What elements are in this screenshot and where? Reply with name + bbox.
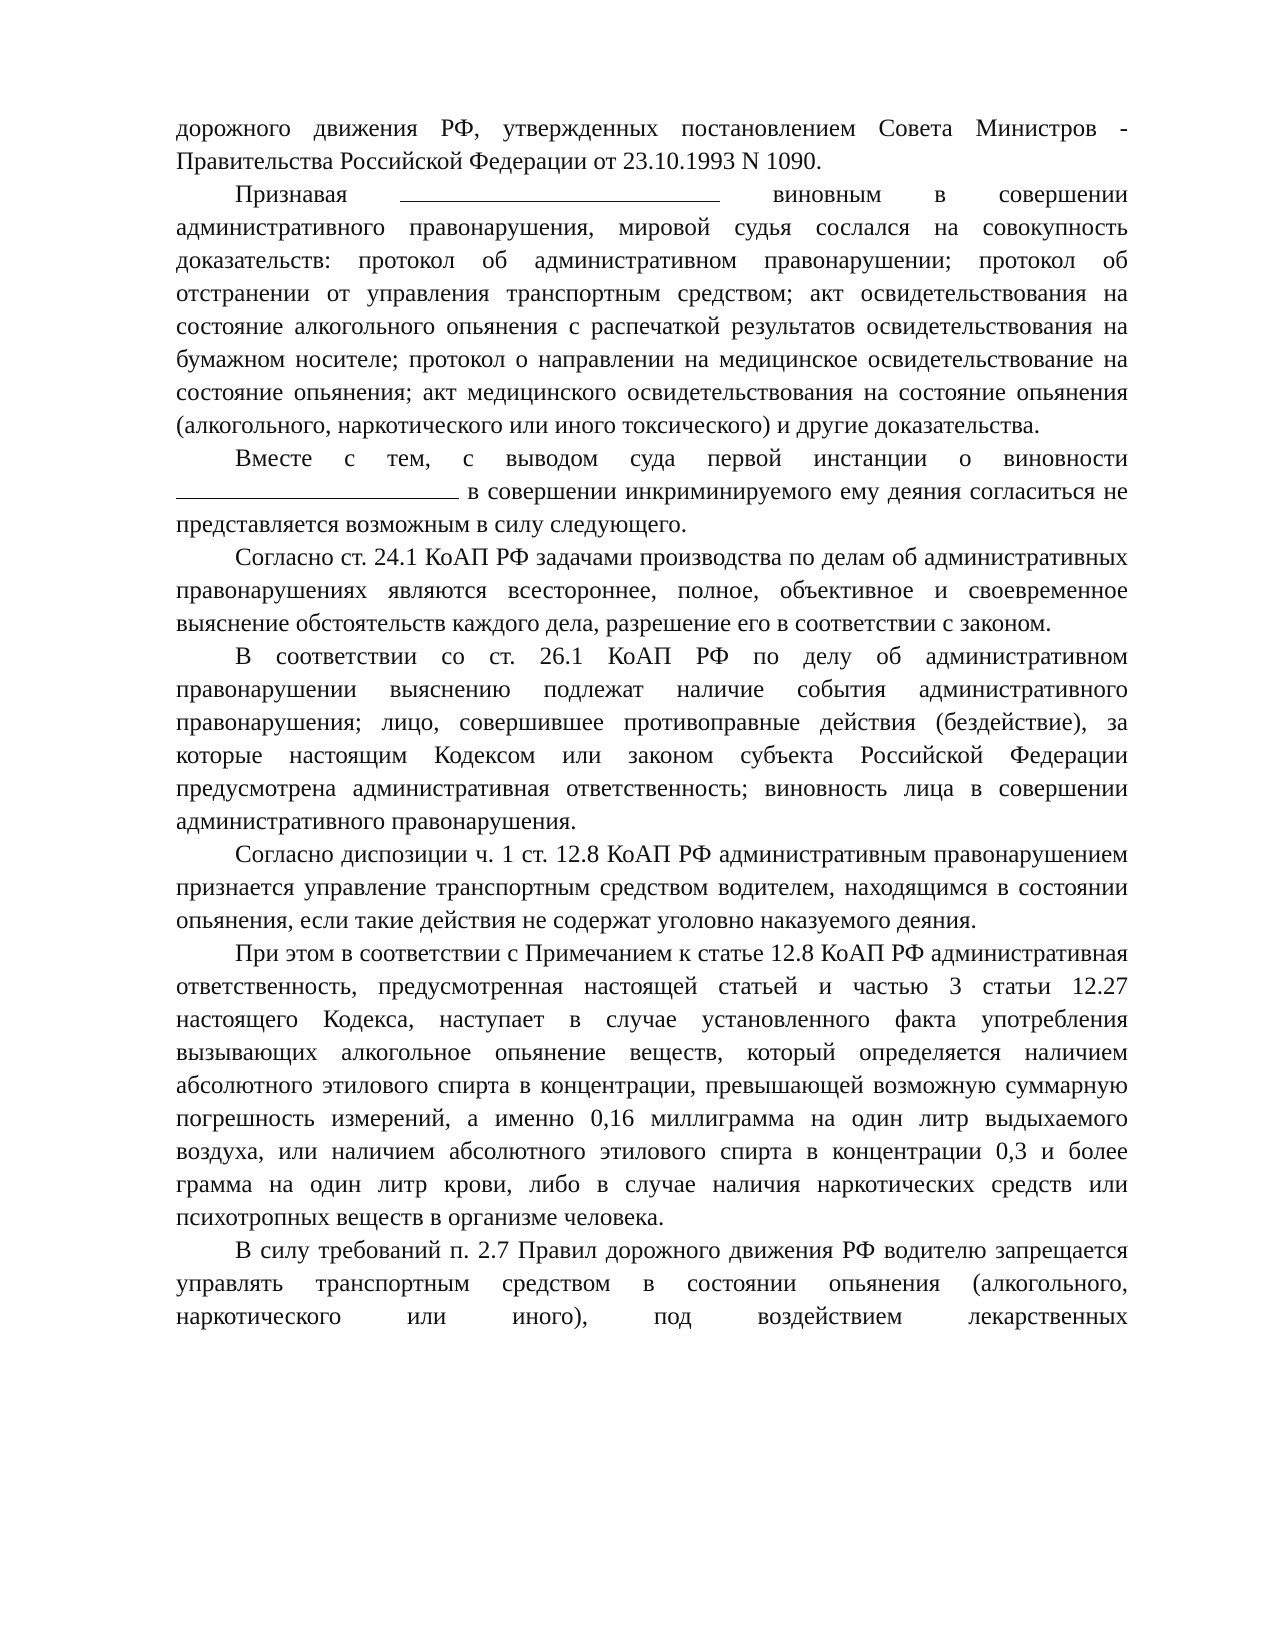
paragraph-1: дорожного движения РФ, утвержденных постановлением Совета Министров - Правительства Российской Федерации от 23.10.1993 N 1090.: [176, 115, 1128, 175]
paragraph-2-cont: административного правонарушения, мировой судья сослался на совокупность доказательств: протокол об административном правонарушении; протокол об отстранении от управления транспортным средством; акт освидетельствования на состояние алкогольного опьянения с распечаткой результатов освидетельствования на бумажном носителе; протокол о направлении на медицинское освидетельствование на состояние опьянения; акт медицинского освидетельствования на состояние опьянения (алкогольного, наркотического или иного токсического) и другие доказательства.: [176, 214, 1128, 439]
paragraph-2: [176, 178, 1128, 442]
paragraph-3-rest: в совершении инкриминируемого ему деяния: [467, 478, 962, 505]
paragraph-3-start: Вместе с тем, с выводом суда первой инстанции о виновности: [235, 445, 1128, 472]
paragraph-2-rest: виновным в совершении: [772, 181, 1129, 208]
paragraph-6: Согласно диспозиции ч. 1 ст. 12.8 КоАП РФ административным правонарушением признается управление транспортным средством водителем, находящимся в состоянии опьянения, если такие действия не содержат уголовно наказуемого деяния.: [176, 841, 1128, 934]
paragraph-5: В соответствии со ст. 26.1 КоАП РФ по делу об административном правонарушении выяснению подлежат наличие события административного правонарушения; лицо, совершившее противоправные действия (бездействие), за которые настоящим Кодексом или законом субъекта Российской Федерации предусмотрена административная ответственность; виновность лица в совершении административного правонарушения.: [176, 643, 1128, 835]
paragraph-7: При этом в соответствии с Примечанием к статье 12.8 КоАП РФ административная ответственность, предусмотренная настоящей статьей и частью 3 статьи 12.27 настоящего Кодекса, наступает в случае установленного факта употребления вызывающих алкогольное опьянение веществ, который определяется наличием абсолютного этилового спирта в концентрации, превышающей возможную суммарную погрешность измерений, а именно 0,16 миллиграмма на один литр выдыхаемого воздуха, или наличием абсолютного этилового спирта в концентрации 0,3 и более грамма на один литр крови, либо в случае наличия наркотических средств или психотропных веществ в организме человека.: [176, 940, 1128, 1231]
name-blank-1: [400, 179, 720, 202]
paragraph-8: В силу требований п. 2.7 Правил дорожного движения РФ водителю запрещается управлять транспортным средством в состоянии опьянения (алкогольного, наркотического или иного), под воздействием лекарственных: [176, 1237, 1128, 1330]
document-page: [176, 112, 1128, 1333]
paragraph-3-cont: согласиться не представляется возможным в силу следующего.: [176, 478, 1129, 538]
name-blank-2: [176, 476, 459, 499]
paragraph-4: Согласно ст. 24.1 КоАП РФ задачами производства по делам об административных правонарушениях являются всестороннее, полное, объективное и своевременное выяснение обстоятельств каждого дела, разрешение его в соответствии с законом.: [176, 544, 1128, 637]
paragraph-2-start: Признавая: [235, 181, 348, 208]
paragraph-3: [176, 442, 1128, 541]
